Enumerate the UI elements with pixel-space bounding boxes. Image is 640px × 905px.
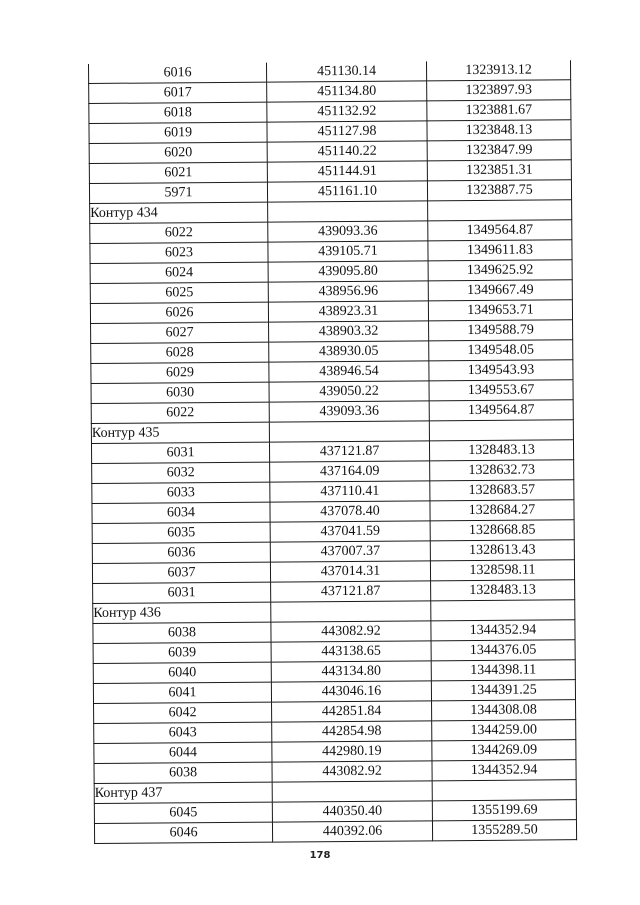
- y-coordinate-cell: 1349564.87: [429, 400, 573, 421]
- point-number-cell: 6037: [92, 562, 270, 583]
- empty-cell: [269, 421, 429, 442]
- x-coordinate-cell: 451140.22: [267, 141, 427, 162]
- y-coordinate-cell: 1349611.83: [428, 240, 572, 261]
- y-coordinate-cell: 1344398.11: [431, 660, 575, 681]
- point-number-cell: 6029: [91, 362, 269, 383]
- empty-cell: [271, 601, 431, 622]
- contour-label: Контур 437: [94, 782, 272, 803]
- x-coordinate-cell: 437164.09: [270, 461, 430, 482]
- y-coordinate-cell: 1349543.93: [429, 360, 573, 381]
- point-number-cell: 6041: [93, 682, 271, 703]
- point-number-cell: 6026: [90, 302, 268, 323]
- point-number-cell: 6031: [91, 442, 269, 463]
- y-coordinate-cell: 1328483.13: [429, 440, 573, 461]
- x-coordinate-cell: 451130.14: [266, 61, 426, 82]
- point-number-cell: 6017: [89, 82, 267, 103]
- y-coordinate-cell: 1323847.99: [427, 140, 571, 161]
- empty-cell: [428, 200, 572, 221]
- x-coordinate-cell: 437014.31: [270, 561, 430, 582]
- x-coordinate-cell: 439105.71: [268, 241, 428, 262]
- y-coordinate-cell: 1328613.43: [430, 540, 574, 561]
- table-row: [94, 820, 576, 844]
- x-coordinate-cell: 439093.36: [269, 401, 429, 422]
- point-number-cell: 6045: [94, 802, 272, 823]
- y-coordinate-cell: 1323851.31: [427, 160, 571, 181]
- point-number-cell: 6023: [90, 242, 268, 263]
- page-number: 178: [309, 850, 331, 861]
- x-coordinate-cell: 438946.54: [269, 361, 429, 382]
- point-number-cell: 6036: [92, 542, 270, 563]
- point-number-cell: 6030: [91, 382, 269, 403]
- y-coordinate-cell: 1328668.85: [430, 520, 574, 541]
- x-coordinate-cell: 451134.80: [267, 81, 427, 102]
- point-number-cell: 6016: [88, 63, 266, 84]
- x-coordinate-cell: 443046.16: [271, 681, 431, 702]
- x-coordinate-cell: 437110.41: [270, 481, 430, 502]
- x-coordinate-cell: 442980.19: [272, 741, 432, 762]
- x-coordinate-cell: 451161.10: [267, 181, 427, 202]
- y-coordinate-cell: 1344391.25: [431, 680, 575, 701]
- x-coordinate-cell: 440392.06: [272, 821, 432, 842]
- y-coordinate-cell: 1328632.73: [430, 460, 574, 481]
- x-coordinate-cell: 443082.92: [272, 761, 432, 782]
- coordinates-table-body: [88, 60, 576, 843]
- x-coordinate-cell: 442854.98: [272, 721, 432, 742]
- y-coordinate-cell: 1355199.69: [432, 800, 576, 821]
- empty-cell: [432, 780, 576, 801]
- x-coordinate-cell: 451144.91: [267, 161, 427, 182]
- point-number-cell: 6034: [92, 502, 270, 523]
- y-coordinate-cell: 1323848.13: [427, 120, 571, 141]
- y-coordinate-cell: 1323913.12: [426, 60, 570, 81]
- x-coordinate-cell: 437007.37: [270, 541, 430, 562]
- y-coordinate-cell: 1328483.13: [431, 580, 575, 601]
- point-number-cell: 6033: [92, 482, 270, 503]
- point-number-cell: 6022: [91, 402, 269, 423]
- point-number-cell: 6020: [89, 142, 267, 163]
- y-coordinate-cell: 1349653.71: [428, 300, 572, 321]
- contour-label: Контур 435: [91, 422, 269, 443]
- x-coordinate-cell: 438903.32: [269, 321, 429, 342]
- x-coordinate-cell: 437121.87: [271, 581, 431, 602]
- y-coordinate-cell: 1328684.27: [430, 500, 574, 521]
- point-number-cell: 6022: [90, 222, 268, 243]
- point-number-cell: 6032: [92, 462, 270, 483]
- empty-cell: [268, 201, 428, 222]
- y-coordinate-cell: 1344308.08: [432, 700, 576, 721]
- point-number-cell: 6038: [93, 622, 271, 643]
- y-coordinate-cell: 1349588.79: [429, 320, 573, 341]
- x-coordinate-cell: 442851.84: [272, 701, 432, 722]
- point-number-cell: 6031: [93, 582, 271, 603]
- y-coordinate-cell: 1349553.67: [429, 380, 573, 401]
- x-coordinate-cell: 439093.36: [268, 221, 428, 242]
- empty-cell: [431, 600, 575, 621]
- x-coordinate-cell: 443082.92: [271, 621, 431, 642]
- x-coordinate-cell: 437121.87: [269, 441, 429, 462]
- point-number-cell: 6024: [90, 262, 268, 283]
- x-coordinate-cell: 438923.31: [268, 301, 428, 322]
- y-coordinate-cell: 1344259.00: [432, 720, 576, 741]
- y-coordinate-cell: 1328598.11: [430, 560, 574, 581]
- contour-label: Контур 436: [93, 602, 271, 623]
- x-coordinate-cell: 437078.40: [270, 501, 430, 522]
- point-number-cell: 6046: [94, 822, 272, 843]
- contour-label: Контур 434: [90, 202, 268, 223]
- point-number-cell: 6035: [92, 522, 270, 543]
- y-coordinate-cell: 1344376.05: [431, 640, 575, 661]
- coordinates-table: [88, 60, 577, 844]
- y-coordinate-cell: 1323881.67: [427, 100, 571, 121]
- x-coordinate-cell: 438930.05: [269, 341, 429, 362]
- y-coordinate-cell: 1349548.05: [429, 340, 573, 361]
- point-number-cell: 6021: [89, 162, 267, 183]
- x-coordinate-cell: 437041.59: [270, 521, 430, 542]
- x-coordinate-cell: 451127.98: [267, 121, 427, 142]
- point-number-cell: 6039: [93, 642, 271, 663]
- y-coordinate-cell: 1349667.49: [428, 280, 572, 301]
- y-coordinate-cell: 1349625.92: [428, 260, 572, 281]
- point-number-cell: 6025: [90, 282, 268, 303]
- y-coordinate-cell: 1349564.87: [428, 220, 572, 241]
- empty-cell: [429, 420, 573, 441]
- x-coordinate-cell: 440350.40: [272, 801, 432, 822]
- y-coordinate-cell: 1323897.93: [427, 80, 571, 101]
- point-number-cell: 6043: [94, 722, 272, 743]
- y-coordinate-cell: 1344352.94: [432, 760, 576, 781]
- y-coordinate-cell: 1344269.09: [432, 740, 576, 761]
- y-coordinate-cell: 1328683.57: [430, 480, 574, 501]
- x-coordinate-cell: 443134.80: [271, 661, 431, 682]
- point-number-cell: 5971: [89, 182, 267, 203]
- point-number-cell: 6019: [89, 122, 267, 143]
- empty-cell: [272, 781, 432, 802]
- point-number-cell: 6028: [91, 342, 269, 363]
- point-number-cell: 6027: [91, 322, 269, 343]
- y-coordinate-cell: 1323887.75: [427, 180, 571, 201]
- point-number-cell: 6042: [94, 702, 272, 723]
- x-coordinate-cell: 451132.92: [267, 101, 427, 122]
- x-coordinate-cell: 438956.96: [268, 281, 428, 302]
- point-number-cell: 6018: [89, 102, 267, 123]
- y-coordinate-cell: 1344352.94: [431, 620, 575, 641]
- x-coordinate-cell: 443138.65: [271, 641, 431, 662]
- scanned-page: [88, 60, 576, 844]
- x-coordinate-cell: 439050.22: [269, 381, 429, 402]
- y-coordinate-cell: 1355289.50: [432, 820, 576, 841]
- point-number-cell: 6044: [94, 742, 272, 763]
- point-number-cell: 6040: [93, 662, 271, 683]
- point-number-cell: 6038: [94, 762, 272, 783]
- x-coordinate-cell: 439095.80: [268, 261, 428, 282]
